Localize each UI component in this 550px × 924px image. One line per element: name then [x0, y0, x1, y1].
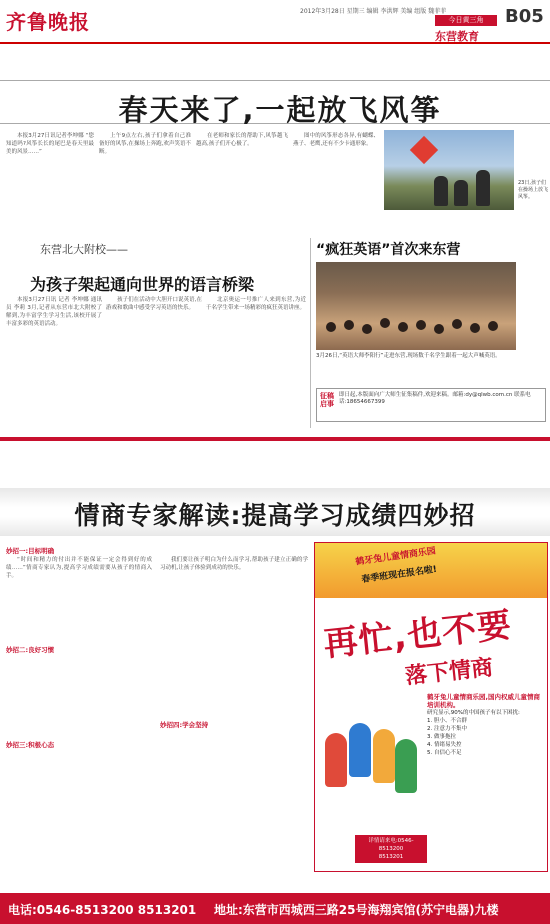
section-tag: 今日黄三角 [435, 15, 497, 26]
kite-icon [410, 136, 438, 164]
ad-phone-label: 详情请来电:0546-8513200 [368, 838, 414, 852]
tip-heading-4: 妙招四:学会坚持 [160, 721, 209, 729]
call-for-submissions-label: 征稿启事 [320, 392, 334, 408]
audience-head [362, 324, 372, 334]
story1-body-2: 上午9点左右,孩子们拿着自己准备好的风筝,在操场上奔跑,欢声笑语不断。 [99, 133, 191, 155]
ad-feature-heading: 鹤牙兔儿童情商乐园,国内权威儿童情商培训机构。 [427, 693, 540, 709]
audience-head [326, 322, 336, 332]
ad-feature-item: 2. 注意力不集中 [427, 726, 467, 732]
story2-column-3 [206, 296, 306, 426]
child-figure [454, 180, 468, 206]
headline-kites: 春天来了,一起放飞风筝 [118, 93, 442, 127]
advertorial-left-column [6, 556, 152, 636]
tip-heading-3: 妙招三:积极心态 [6, 741, 55, 749]
advertorial-body-mid: 我们要让孩子明白为什么而学习,帮助孩子建立正确的学习动机,让孩子体验到成功的快乐。 [160, 557, 308, 571]
ad-children-illustration [321, 693, 421, 813]
lecture-photo-caption: 3月26日,“英语大师李阳行”走进东营,现场数千名学生跟着一起大声喊英语。 [316, 353, 501, 359]
ad-feature-item: 4. 情绪易失控 [427, 742, 462, 748]
story2-body-2: 孩子们在活动中大胆开口说英语,在游戏和歌曲中感受学习英语的快乐。 [106, 297, 202, 311]
ad-feature-item: 1. 胆小、不合群 [427, 718, 467, 724]
audience-head [380, 318, 390, 328]
ad-brand-name: 鹤牙兔儿童情商乐园 [354, 546, 437, 568]
story3-headline: “疯狂英语”首次来东营 [316, 242, 461, 258]
child-figure [395, 739, 417, 793]
ad-logo-strip [433, 833, 545, 867]
footer-phone: 电话:0546-8513200 8513201 [8, 903, 197, 917]
ad-phone-number: 8513201 [378, 854, 404, 860]
advertorial-body-left: “时间和精力的付出并不能保证一定会得到好的成绩……”情商专家认为,提高学习成绩需要从孩子的情商入手。 [6, 557, 152, 579]
audience-head [398, 322, 408, 332]
ad-feature-item: 5. 自信心不足 [427, 750, 462, 756]
child-figure [373, 729, 395, 783]
story1-column-2 [99, 132, 191, 230]
story1-body-3: 在老师和家长的帮助下,风筝越飞越高,孩子们开心极了。 [196, 133, 288, 147]
adult-figure [476, 170, 490, 206]
child-figure [349, 723, 371, 777]
tip-heading-2: 妙招二:良好习惯 [6, 646, 55, 654]
masthead [0, 0, 550, 44]
story2-kicker: 东营北大附校—— [40, 243, 128, 256]
audience-head [344, 320, 354, 330]
ad-slogan-line-1: 再忙,也不要 [321, 605, 514, 665]
ad-feature-item: 研究显示,90%的中国孩子有以下困扰: [427, 710, 520, 716]
page-number: B05 [505, 6, 544, 27]
story1-column-3 [196, 132, 288, 230]
audience-head [452, 319, 462, 329]
story2-headline: 为孩子架起通向世界的语言桥梁 [30, 275, 255, 294]
ad-feature-list [427, 693, 545, 757]
advertorial-headline: 情商专家解读:提高学习成绩四妙招 [74, 501, 476, 530]
footer-address: 地址:东营市西城西三路25号海翔宾馆(苏宁电器)九楼 [214, 903, 499, 917]
ad-slogan-line-2: 落下情商 [404, 655, 495, 690]
audience-head [416, 320, 426, 330]
story1-column-4 [293, 132, 379, 230]
tip-heading-1: 妙招一:目标明确 [6, 547, 55, 555]
newspaper-logo: 齐鲁晚报 [6, 10, 90, 34]
audience-head [434, 324, 444, 334]
call-for-submissions-text: 即日起,本版面向广大师生征集稿件,欢迎来稿。邮箱:dy@qlwb.com.cn 联系电话:18654667399 [339, 392, 531, 405]
section-name: 东营教育 [435, 30, 479, 43]
column-divider [310, 238, 311, 428]
ad-enrollment-line: 春季班现在报名啦! [360, 564, 438, 586]
story2-body-1: 本报3月27日讯 记者 李坤娜 通讯员 李莉 3月,记者从东营市北大附校了解到,为丰富学生学习生活,该校开展了丰富多彩的英语活动。 [6, 297, 102, 327]
ad-panel [314, 542, 548, 872]
story1-body-4: 图中的风筝形态各异,有蝴蝶、燕子、老鹰,还有不少卡通形象。 [293, 133, 379, 147]
kite-photo-caption: 23日,孩子们在操场上放飞风筝。 [518, 180, 549, 200]
story3-body-1: 北京奥运一号推广人来到东营,为近千名学生带来一场精彩的疯狂英语讲座。 [206, 297, 306, 311]
ad-feature-item: 3. 做事拖拉 [427, 734, 456, 740]
audience-head [470, 323, 480, 333]
call-for-submissions-box [316, 388, 546, 422]
ad-phone-box [355, 835, 427, 863]
kite-photo [384, 130, 514, 210]
advertorial-mid-column [160, 556, 308, 716]
story2-column-2 [106, 296, 202, 426]
dateline: 2012年3月28日 星期三 编辑 李洪辉 美编 组版 魏菲菲 [300, 8, 447, 15]
story1-column-1 [6, 132, 94, 230]
lecture-hall-photo [316, 262, 516, 350]
story2-column-1 [6, 296, 102, 426]
audience-head [488, 321, 498, 331]
story1-body-1: 本报3月27日讯记者李坤娜 “您知道吗?风筝长长的尾巴是春天里最美的风景……” [6, 133, 94, 155]
child-figure [325, 733, 347, 787]
child-figure [434, 176, 448, 206]
